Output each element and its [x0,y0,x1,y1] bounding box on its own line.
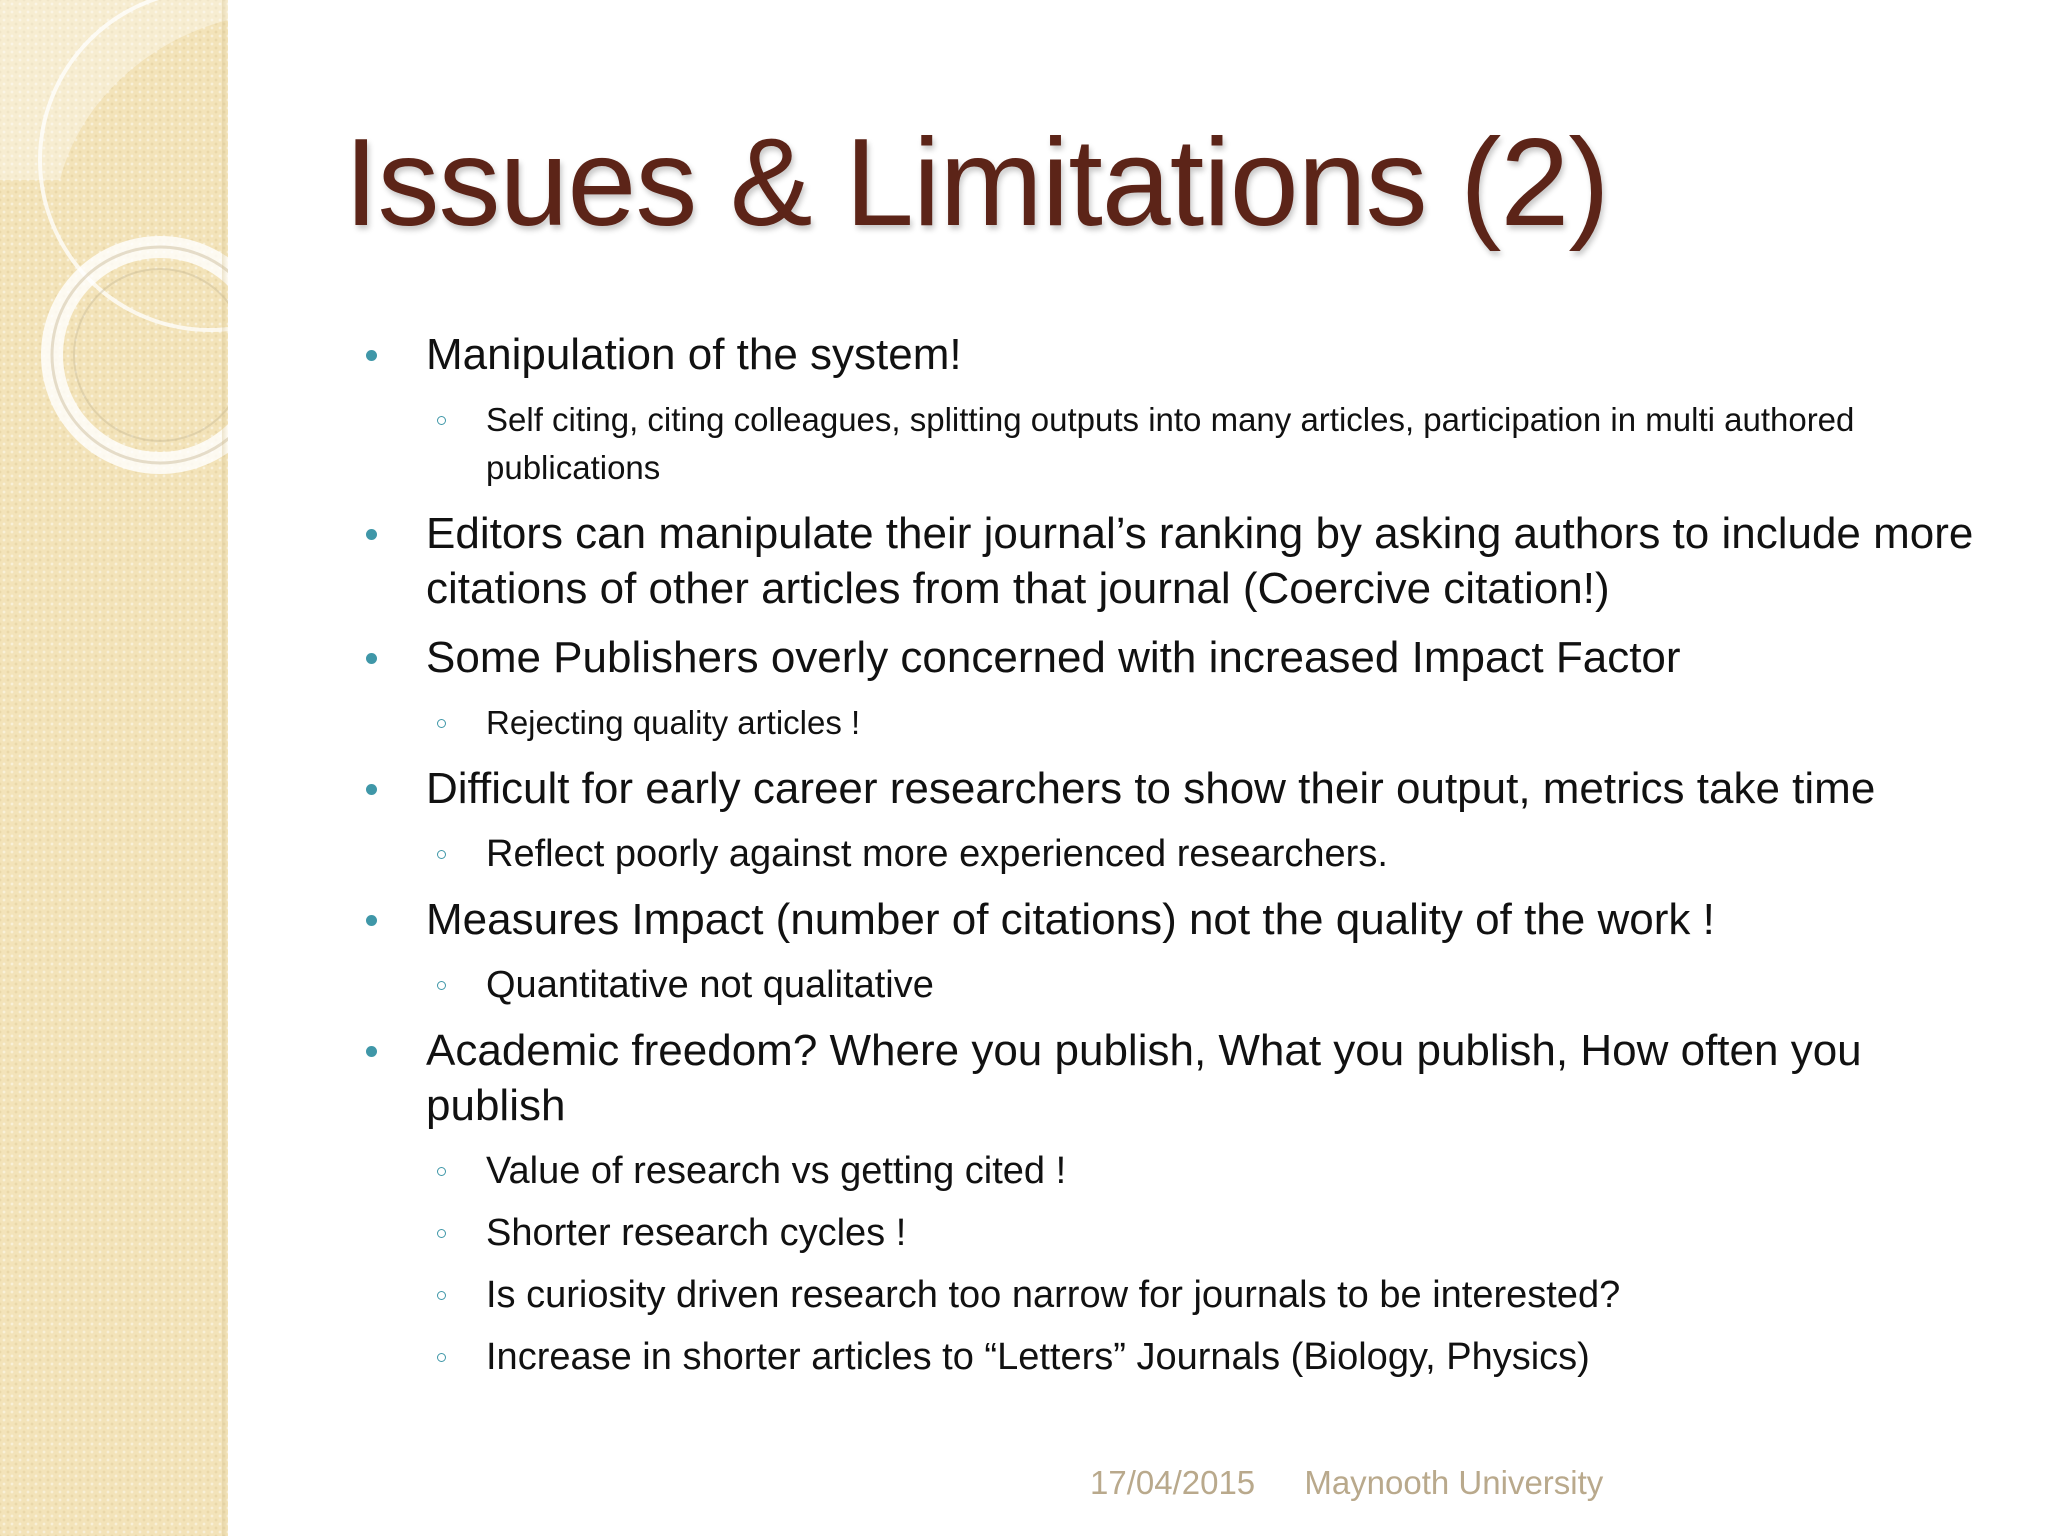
bullet-text: Some Publishers overly concerned with increased Impact Factor [426,633,1681,682]
sub-bullet-text: Rejecting quality articles ! [486,704,861,741]
bullet-dot-icon [366,653,377,664]
sub-bullet-text: Self citing, citing colleagues, splitting outputs into many articles, participation in multi authored publications [486,401,1855,486]
sub-bullet-text: Shorter research cycles ! [486,1212,907,1254]
bullet-dot-icon [366,350,377,361]
bullet-dot-icon [366,1046,377,1057]
bullet-item [362,327,1982,382]
footer-date: 17/04/2015 [1090,1464,1256,1501]
sub-bullet-text: Reflect poorly against more experienced researchers. [486,833,1388,875]
sub-bullet-item [362,1147,1982,1195]
sub-bullet-ring-icon [437,719,446,728]
sub-bullet-item [362,961,1982,1009]
slide-footer [1090,1464,1643,1502]
bullet-item [362,630,1982,685]
bullet-text: Academic freedom? Where you publish, What you publish, How often you publish [426,1026,1862,1130]
bullet-dot-icon [366,784,377,795]
decorative-rings-graphic [0,0,228,520]
sub-bullet-ring-icon [437,850,446,859]
bullet-item [362,761,1982,816]
sub-bullet-text: Increase in shorter articles to “Letters” Journals (Biology, Physics) [486,1336,1590,1378]
bullet-text: Editors can manipulate their journal’s ranking by asking authors to include more citations of other articles from that journal (Coercive citation!) [426,509,1974,613]
footer-organization: Maynooth University [1304,1464,1604,1501]
sub-bullet-ring-icon [437,1353,446,1362]
sub-bullet-ring-icon [437,981,446,990]
bullet-item [362,892,1982,947]
sub-bullet-item [362,830,1982,878]
sub-bullet-ring-icon [437,1291,446,1300]
sub-bullet-text: Value of research vs getting cited ! [486,1150,1067,1192]
bullet-dot-icon [366,529,377,540]
sub-bullet-item [362,1271,1982,1319]
sub-bullet-item [362,1209,1982,1257]
side-band-edge [222,0,228,1536]
bullet-dot-icon [366,915,377,926]
sub-bullet-ring-icon [437,1167,446,1176]
sub-bullet-item [362,396,1982,492]
slide-title: Issues & Limitations (2) [344,114,1609,252]
sub-bullet-text: Quantitative not qualitative [486,964,934,1006]
bullet-item [362,1023,1982,1133]
bullet-text: Measures Impact (number of citations) not the quality of the work ! [426,895,1715,944]
sub-bullet-text: Is curiosity driven research too narrow for journals to be interested? [486,1274,1621,1316]
bullet-list [362,327,1982,1381]
sub-bullet-item [362,699,1982,747]
sub-bullet-ring-icon [437,416,446,425]
decorative-side-band [0,0,228,1536]
sub-bullet-item [362,1333,1982,1381]
bullet-text: Manipulation of the system! [426,330,962,379]
bullet-item [362,506,1982,616]
sub-bullet-ring-icon [437,1229,446,1238]
bullet-text: Difficult for early career researchers to show their output, metrics take time [426,764,1876,813]
